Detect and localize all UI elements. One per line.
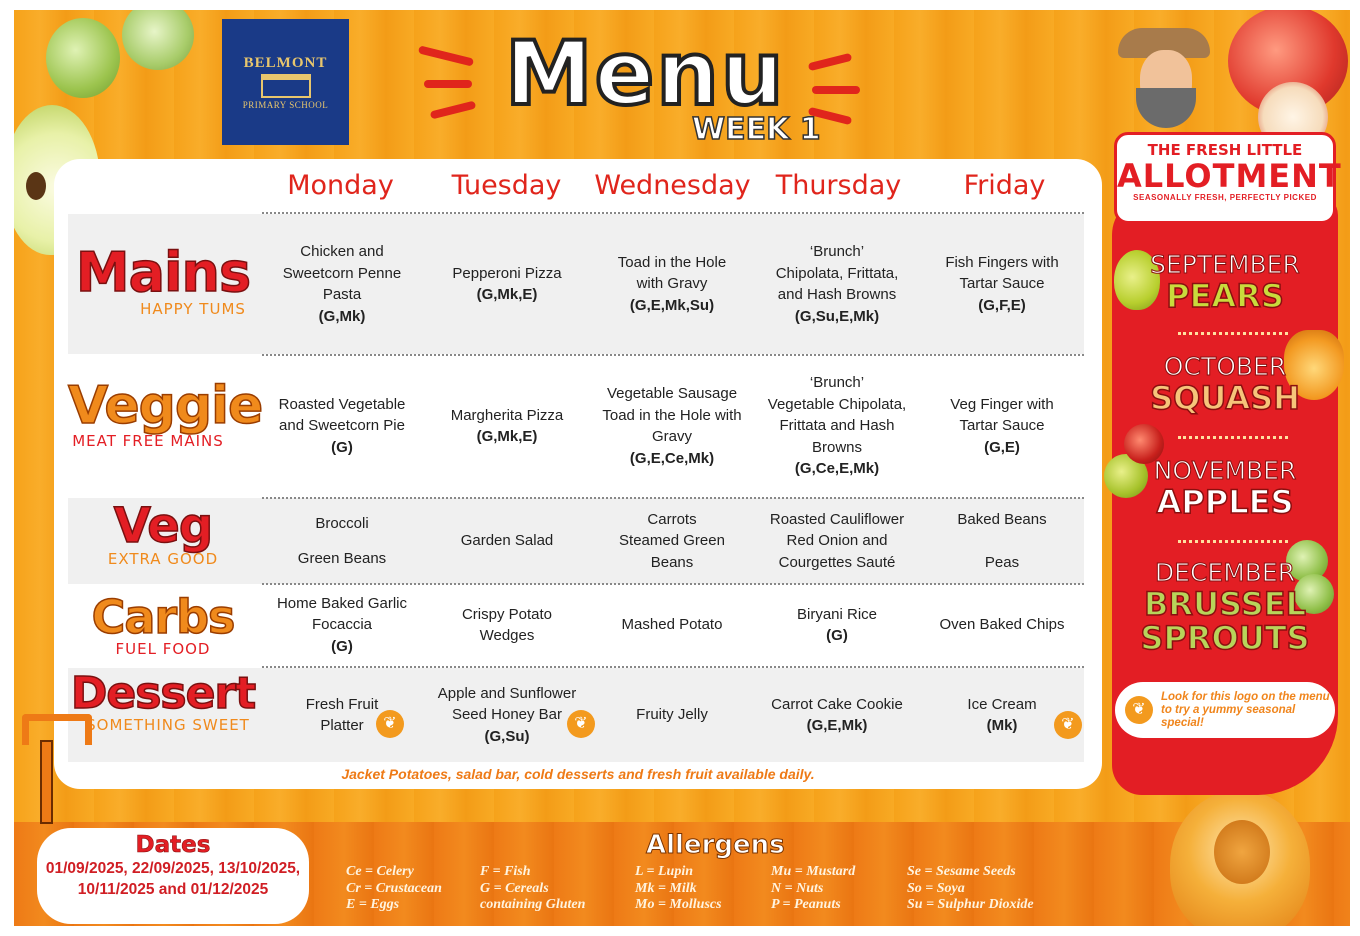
season-produce: SQUASH [1150,379,1300,417]
dish-line: Apple and Sunflower [437,684,577,702]
allergen-item: So = Soya [907,880,965,896]
allergen-item: Se = Sesame Seeds [907,864,1016,879]
season-month: DECEMBER [1154,558,1296,587]
seasonal-special-icon: ❦ [567,710,595,738]
allergen-codes: (Mk) [986,717,1018,734]
dish-line: Tartar Sauce [959,275,1045,293]
seasonal-special-icon: ❦ [376,710,404,738]
dish-line: Green Beans [297,550,387,567]
menu-cell-veg-tuesday [426,498,588,584]
menu-cell-carbs-monday [261,584,423,666]
menu-cell-veg-wednesday [591,498,753,584]
allergen-codes: (G,Ce,E,Mk) [794,460,880,478]
season-produce: BRUSSEL SPROUTS [1140,585,1310,657]
menu-cell-mains-monday [261,214,423,354]
category-title: Veg [113,498,213,554]
dish-line: Vegetable Sausage [606,385,738,402]
allergen-codes: (G,Mk,E) [476,428,538,445]
season-month: OCTOBER [1163,352,1287,381]
dish-line: ‘Brunch’ [809,374,865,392]
menu-cell-mains-wednesday [591,214,753,354]
dish-line: Chipolata, Frittata, [775,264,899,282]
dish-line: Ice Cream [967,695,1037,713]
dish-line: Gravy [651,428,692,445]
category-subtitle: HAPPY TUMS [140,300,246,318]
allergen-item: Cr = Crustacean [346,880,442,896]
allergen-codes: (G,Mk,E) [476,286,538,303]
season-divider [1178,540,1288,543]
dish-line: Biryani Rice [796,605,878,623]
category-carbs [68,590,258,658]
dish-line: Mashed Potato [621,616,723,634]
dish-line: Frittata and Hash [779,417,895,435]
dish-line: Baked Beans [957,510,1047,528]
menu-cell-veg-monday [261,498,423,584]
menu-cell-mains-tuesday [426,214,588,354]
dish-line: Home Baked Garlic [276,594,408,612]
day-header-monday: Monday [287,170,394,201]
dish-line: Carrots [647,510,697,528]
dish-line: Fruity Jelly [636,706,708,724]
allergen-codes: (G,Mk) [318,307,366,325]
menu-cell-carbs-friday [921,584,1083,666]
dish-line: Seed Honey Bar [451,706,563,724]
menu-dates [37,828,309,924]
allergen-column [771,864,855,914]
brand-line1: THE FRESH LITTLE [1147,141,1303,159]
category-veg [68,498,258,568]
allergen-column [907,864,1034,914]
dish-line: Browns [811,438,863,456]
allergen-column [480,864,585,914]
day-header-thursday: Thursday [775,170,902,201]
seasonal-tip [1115,682,1335,738]
title-dash [812,86,860,94]
dish-line: Focaccia [311,616,373,634]
dish-line: Chicken and [300,243,384,260]
category-title: Mains [75,241,251,304]
category-subtitle: SOMETHING SWEET [86,716,250,734]
dish-line: with Gravy [636,275,708,293]
dish-line: Tartar Sauce [959,417,1045,435]
dish-line: Pasta [322,286,362,303]
dish-line: Wedges [479,627,535,644]
dish-line: Vegetable Chipolata, [767,395,907,413]
dish-line: Red Onion and [786,532,888,550]
season-divider [1178,332,1288,335]
school-subtitle: PRIMARY SCHOOL [242,99,329,110]
category-subtitle: MEAT FREE MAINS [72,432,224,450]
dish-line: Platter [320,717,364,734]
dish-line: Peas [984,554,1020,571]
allergen-codes: (G,E,Mk,Su) [629,296,715,314]
menu-cell-veg-friday [921,498,1083,584]
allergen-column [346,864,442,914]
dish-line: Fish Fingers with [945,253,1059,271]
dish-line: Roasted Cauliflower [769,510,905,528]
dish-line: Oven Baked Chips [939,616,1065,634]
category-mains [68,241,258,318]
dish-line: Pepperoni Pizza [452,264,562,282]
allergen-codes: (G) [331,438,353,456]
dish-line: Crispy Potato [461,605,553,623]
week-label: WEEK 1 [692,112,821,147]
dish-line: Garden Salad [460,532,554,550]
season-december [1125,558,1325,655]
allergen-item: Ce = Celery [346,864,414,879]
allergen-codes: (G) [331,637,353,655]
season-produce: PEARS [1166,277,1284,315]
school-logo [222,19,349,145]
title-dash [424,80,472,88]
dish-line: Veg Finger with [950,395,1054,413]
page-title: Menu [505,22,786,125]
brand-logo [1114,132,1342,224]
category-dessert [68,668,258,734]
squash-seeds-icon [1214,820,1270,884]
brand-line2: ALLOTMENT [1117,157,1342,195]
allergen-item: Su = Sulphur Dioxide [907,897,1034,912]
allergen-codes: (G,Su,E,Mk) [794,307,880,325]
menu-cell-veggie-tuesday [426,356,588,496]
allergen-item: Mk = Milk [635,880,697,896]
daily-availability-note: Jacket Potatoes, salad bar, cold desserts and fresh fruit available daily. [341,766,815,782]
menu-cell-veggie-friday [921,356,1083,496]
allergen-codes: (G,E,Ce,Mk) [629,449,715,467]
day-header-friday: Friday [963,170,1046,201]
season-november [1125,456,1325,519]
school-building-icon [261,74,311,98]
dish-line: Courgettes Sauté [778,553,896,571]
allergen-codes: (G,E,Mk) [806,717,868,734]
pear-seed-icon [26,172,46,200]
day-header-wednesday: Wednesday [594,170,751,201]
menu-cell-dessert-tuesday [426,668,588,762]
brand-tagline: SEASONALLY FRESH, PERFECTLY PICKED [1133,193,1317,202]
menu-cell-dessert-wednesday [591,668,753,762]
allergen-item: F = Fish [480,864,531,879]
allergen-item: Mu = Mustard [771,864,856,879]
category-subtitle: EXTRA GOOD [107,550,219,568]
dish-line: Steamed Green [619,532,725,550]
season-produce: APPLES [1156,483,1294,521]
dish-line: Toad in the Hole [617,253,727,271]
category-veggie [68,376,263,450]
allergen-item: containing Gluten [480,897,586,912]
brussel-sprout-icon [122,10,194,70]
category-title: Veggie [68,376,263,436]
dish-line: and Hash Browns [777,286,897,303]
season-month: SEPTEMBER [1150,250,1300,279]
season-october [1125,352,1325,415]
menu-cell-veggie-monday [261,356,423,496]
dish-line: Toad in the Hole with [602,406,742,424]
shovel-icon [40,740,53,824]
dish-line: Broccoli [315,514,369,532]
allergens-title: Allergens [646,830,785,860]
day-header-tuesday: Tuesday [451,170,562,201]
dish-line: Fresh Fruit [305,695,379,713]
menu-cell-mains-friday [921,214,1083,354]
allergen-item: P = Peanuts [771,897,841,912]
menu-cell-dessert-thursday [756,668,918,762]
category-subtitle: FUEL FOOD [115,640,211,658]
menu-cell-carbs-thursday [756,584,918,666]
season-divider [1178,436,1288,439]
allergen-item: Mo = Molluscs [635,897,722,912]
menu-cell-carbs-wednesday [591,584,753,666]
school-name: BELMONT [243,54,328,71]
menu-cell-veggie-thursday [756,356,918,496]
shovel-handle-icon [22,714,92,745]
allergen-item: G = Cereals [480,880,549,896]
season-month: NOVEMBER [1153,456,1297,485]
menu-cell-veg-thursday [756,498,918,584]
seasonal-special-icon: ❦ [1125,696,1153,724]
dish-line: Carrot Cake Cookie [771,695,903,713]
seasonal-special-icon: ❦ [1054,711,1082,739]
dish-line: Beans [650,553,694,571]
season-september [1125,250,1325,313]
dish-line: Sweetcorn Penne [282,264,402,282]
category-title: Carbs [91,590,235,644]
menu-cell-mains-thursday [756,214,918,354]
allergen-column [635,864,722,914]
category-title: Dessert [70,668,256,719]
menu-cell-carbs-tuesday [426,584,588,666]
allergen-item: L = Lupin [635,864,694,879]
allergen-codes: (G,Su) [484,727,530,745]
allergen-codes: (G,F,E) [978,296,1026,314]
allergen-codes: (G,E) [984,438,1020,456]
allergen-item: N = Nuts [771,880,824,896]
allergen-codes: (G) [826,627,848,644]
brussel-sprout-icon [46,18,120,98]
dish-line: ‘Brunch’ [809,243,865,260]
dish-line: and Sweetcorn Pie [279,417,405,435]
dates-title: Dates [135,832,211,858]
dates-value: 01/09/2025, 22/09/2025, 13/10/2025, 10/11/2025 and 01/12/2025 [45,860,301,898]
seasonal-tip-text: Look for this logo on the menu to try a yummy seasonal special! [1161,690,1330,729]
dish-line: Roasted Vegetable [278,395,406,413]
allergen-item: E = Eggs [346,897,400,912]
dish-line: Margherita Pizza [450,406,564,424]
menu-cell-veggie-wednesday [591,356,753,496]
